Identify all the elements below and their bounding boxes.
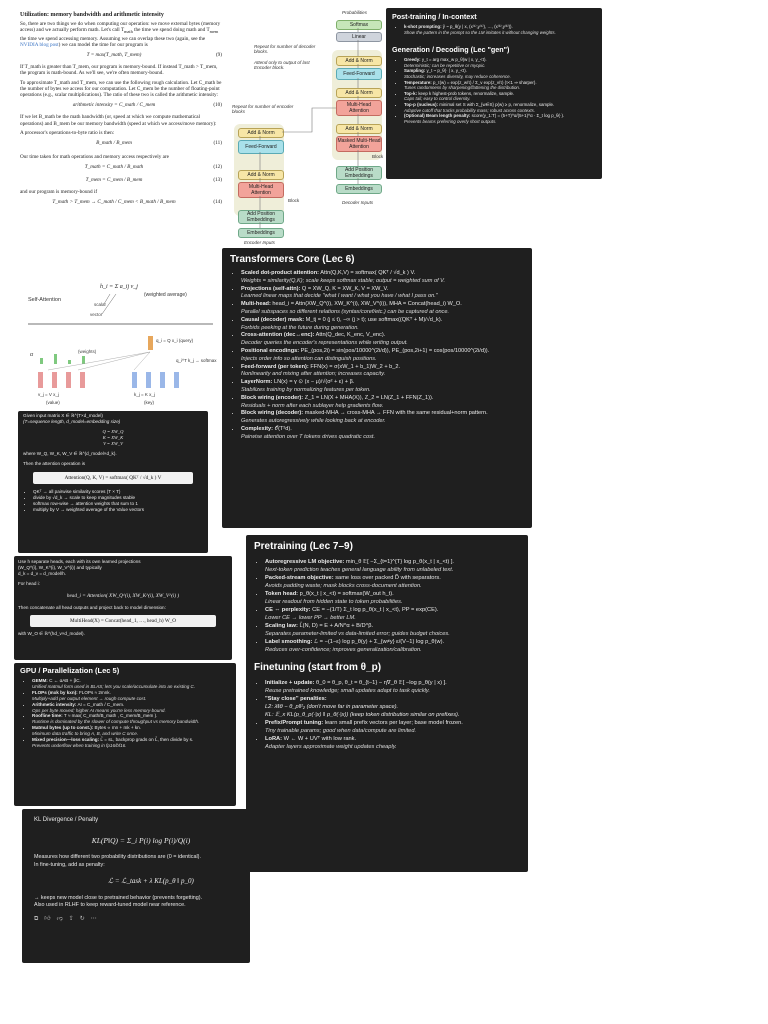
list-item: • Prefix/Prompt tuning: learn small prefix vectors per layer; base model frozen. Tiny trainable params; good when data/compute are limited. — [265, 719, 520, 735]
list-item: • (Optional) Beam length penalty: score(y_1:T) = (5+T)^α/(5+1)^α · Σ_t log p_θ(·). Prevents beams preferring overly short outputs. — [404, 113, 596, 124]
post-training-title: Post-training / In-context — [392, 12, 477, 21]
attention-sketch-figure — [18, 274, 218, 412]
list-item: • QKᵀ → all pairwise similarity scores (T × T) — [33, 489, 203, 495]
attn-bullets — [23, 489, 203, 513]
value-vectors — [38, 372, 85, 388]
vector-label: vector — [90, 312, 103, 317]
decoding-list — [392, 57, 596, 124]
masked-attention-block: Masked Multi-Head Attention — [337, 138, 381, 150]
decoder-add-norm-1: Add & Norm — [336, 124, 382, 134]
encoder-add-norm-2: Add & Norm — [238, 128, 284, 138]
decoder-embeddings: Embeddings — [336, 184, 382, 194]
finetuning-title: Finetuning (start from θ_p) — [254, 662, 382, 673]
probabilities-label: Probabilities — [342, 10, 368, 15]
query-vector — [148, 336, 153, 350]
paper-heading: Utilization: memory bandwidth and arithmetic intensity — [20, 12, 164, 18]
kl-title: KL Divergence / Penalty — [34, 817, 99, 823]
more-icon[interactable]: ⋯ — [90, 915, 97, 922]
equation-9: T = max(T_math, T_mem) (9) — [86, 52, 222, 59]
self-attention-label: Self-Attention — [28, 297, 62, 303]
multihead-text: Then concatenate all head outputs and project back to model dimension: — [18, 605, 166, 610]
multihead-text: with W_O ∈ ℝ^(hd_v×d_model). — [18, 631, 85, 636]
list-item: • Block wiring (decoder): masked-MHA → cross-MHA → FFN with the same residual+norm pattern. Generates autoregressively while looking back at encoder. — [241, 410, 524, 426]
kl-text: Also used in RLHF to keep reward-tuned model near reference. — [34, 902, 186, 908]
list-item: • Initialize + update: θ_0 = θ_p, θ_t = θ_{t−1} − η∇_θ 𝔼[ −log p_θ(y | x) ]. Reuse pretrained knowledge; small updates adapt to task quickly. — [265, 679, 520, 695]
gpu-card — [14, 663, 236, 806]
thumbs-up-icon[interactable]: 👍︎ — [44, 915, 51, 922]
weights-label: (weights) — [78, 349, 97, 354]
multihead-card — [14, 556, 232, 660]
qkv-equations: Q = XW_Q K = XW_K V = XW_V — [102, 429, 124, 446]
diagram-arrows — [232, 8, 384, 248]
key-word: (key) — [144, 400, 154, 405]
pretraining-list — [254, 558, 520, 654]
thumbs-down-icon[interactable]: 👎︎ — [56, 915, 63, 922]
attn-text: Then the attention operation is — [23, 461, 86, 466]
list-item: • Autoregressive LM objective: min_θ 𝔼[ −Σ_{t=1}^{T} log p_θ(x_t | x_<t) ]. Next-token prediction teaches general language ability from unlabeled text. — [265, 558, 520, 574]
list-item: • Cross-attention (dec↔enc): Attn(Q_dec, K_enc, V_enc). Decoder queries the encoder's representations while writing output. — [241, 332, 524, 348]
value-word: (value) — [46, 400, 60, 405]
linear-block: Linear — [336, 32, 382, 42]
attn-text: Given input matrix X ∈ ℝ^(T×d_model) — [23, 413, 103, 418]
decoder-inputs-label: Decoder Inputs — [342, 200, 374, 205]
transformers-core-card — [222, 248, 532, 528]
list-item: • LayerNorm: LN(x) = γ ⊙ (x − μ)/√(σ² + ε) + β. Stabilizes training by normalizing features per token. — [241, 379, 524, 395]
attn-text: (T=sequence length, d_model=embedding size) — [23, 419, 121, 424]
decoder-add-norm-2: Add & Norm — [336, 88, 382, 98]
value-label: v_j = V x_j — [38, 392, 59, 397]
refresh-icon[interactable]: ↻ — [79, 915, 85, 922]
encoder-embeddings: Embeddings — [238, 228, 284, 238]
softmax-block: Softmax — [336, 20, 382, 30]
attention-definition-card — [18, 411, 208, 553]
attention-formula: Attention(Q, K, V) = softmax( QKᵀ / √d_k ) V — [33, 472, 193, 484]
alpha-symbol: α — [30, 352, 34, 358]
list-item: • softmax row-wise → attention weights that sum to 1 — [33, 501, 203, 507]
post-training-card — [386, 8, 602, 179]
list-item: • Mixed precision—loss scaling: L̃ = sL, backprop grads on L̃, then divide by s. Prevents underflow when training in fp16/bf16. — [32, 737, 230, 749]
kl-text: Measures how different two probability distributions are (0 = identical). — [34, 854, 201, 860]
list-item: • k-shot prompting: ŷ ~ p_θ(y | x, (x⁽¹⁾,y⁽¹⁾), …, (x⁽ᵏ⁾,y⁽ᵏ⁾)). Show the pattern in the prompt so the LM imitates it without changing weights. — [404, 24, 596, 35]
transformers-list — [230, 270, 524, 442]
list-item: • Sampling: y_t ~ p_θ(· | x, y_<t). Stochastic; increases diversity, may reduce coherence. — [404, 68, 596, 79]
scalar-label: scalar — [94, 302, 107, 307]
encoder-inputs-label: Encoder Inputs — [244, 240, 275, 245]
paper-paragraph: To approximate T_math and T_mem, we can use the following rough calculation. Let C_math be the number of bytes we access for our computation. Let C_mem be the number of floating-point operations (e.g., scalar multiplications). The ratio of these two is called the arithmetic intensity: — [20, 79, 222, 99]
softmax-label: q_i^T k_j → softmax — [176, 358, 217, 363]
repeat-encoder-note: Repeat for number of encoder blocks — [232, 104, 294, 114]
weight-bars — [40, 354, 85, 364]
gpu-list — [20, 678, 230, 749]
equation-14: T_math > T_mem → C_math / C_mem < B_math / B_mem (14) — [52, 199, 222, 206]
encoder-position-embeddings: Add Position Embeddings — [238, 210, 284, 224]
multihead-text: Use h separate heads, each with its own learned projections — [18, 559, 141, 564]
list-item: • Scaled dot-product attention: Attn(Q,K,V) = softmax( QKᵀ / √d_k ) V. Weights = similarity(Q,K); scale keeps softmax stable; output = weighted sum of V. — [241, 270, 524, 286]
attend-output-note: Attend only to output of last Encoder block. — [254, 60, 310, 70]
encoder-block-label: Block — [288, 198, 300, 203]
kl-penalty-formula: ℒ = ℒ_task + λ KL(p_θ ‖ p_0) — [108, 877, 194, 885]
list-item: • Projections (self-attn): Q = XW_Q, K = XW_K, V = XW_V. Learned linear maps that decide "what I want / what you have / what I pass on." — [241, 286, 524, 302]
list-item: • multiply by V → weighted average of the Value vectors — [33, 507, 203, 513]
post-training-list — [392, 24, 596, 35]
equation-13: T_mem = C_mem / B_mem (13) — [85, 176, 222, 183]
encoder-feed-forward: Feed-Forward — [238, 140, 284, 154]
kl-text: → keeps new model close to pretrained behavior (prevents forgetting). — [34, 894, 203, 901]
transformer-diagram — [232, 8, 384, 248]
nvidia-blog-link[interactable]: NVIDIA blog post — [20, 41, 59, 48]
head-formula: head_i = Attention( XW_Q^(i), XW_K^(i), XW_V^(i) ) — [66, 593, 180, 599]
list-item: • Feed-forward (per token): FFN(x) = σ(xW_1 + b_1)W_2 + b_2. Nonlinearity and mixing after attention; increases capacity. — [241, 364, 524, 380]
list-item: • Top-p (nucleus): minimal set S with Σ_{w∈S} p(w) ≥ p, renormalize, sample. Adaptive cutoff that tracks probability mass; robust across contexts. — [404, 102, 596, 113]
list-item: • Multi-head: head_i = Attn(XW_Q^(i), XW_K^(i), XW_V^(i)), MHA = Concat(head_i) W_O. Parallel subspaces so different relations (syntax/coref/etc.) can be captured at once. — [241, 301, 524, 317]
key-label: k_j = K x_j — [134, 392, 155, 397]
multihead-text: (W_Q^(i), W_K^(i), W_V^(i)) and typically — [18, 565, 102, 570]
pretraining-card — [246, 535, 528, 872]
key-vectors — [132, 372, 179, 388]
encoder-attention-block: Multi-Head Attention — [238, 182, 284, 198]
self-attention-sketch — [18, 274, 218, 412]
list-item: • Scaling law: L̂(N, D) = E + A/N^α + B/D^β. Separates parameter-limited vs data-limited error; guides budget choices. — [265, 622, 520, 638]
kl-text: In fine-tuning, add as penalty: — [34, 861, 105, 868]
list-item: • GEMM: C ← αAB + βC. Unified matmul form used in BLAS; lets you scale/accumulate into an existing C. — [32, 678, 230, 690]
kl-card — [22, 809, 250, 963]
list-item: • Positional encodings: PE_(pos,2i) = sin(pos/10000^(2i/d)), PE_(pos,2i+1) = cos(pos/10000^(2i/d)). Injects order info so attention can distinguish positions. — [241, 348, 524, 364]
decoder-block-label: Block — [372, 154, 384, 159]
copy-icon[interactable]: ⧉ — [34, 915, 39, 922]
list-item: • Top-k: keep k highest-prob tokens, renormalize, sample. Caps tail; easy to control diversity. — [404, 91, 596, 102]
list-item: • LoRA: W ← W + UVᵀ with low rank. Adapter layers approximate weight updates cheaply. — [265, 735, 520, 751]
decoding-title: Generation / Decoding (Lec "gen") — [392, 45, 510, 55]
pretraining-title: Pretraining (Lec 7–9) — [254, 541, 353, 552]
list-item: • Token head: p_θ(x_t | x_<t) = softmax(W_out h_t). Linear readout from hidden state to token probabilities. — [265, 590, 520, 606]
list-item: • "Stay close" penalties: L2: λ‖θ − θ_p‖²₂ (don't move far in parameter space). KL: 𝔼_x KL(p_θ_p(·|x) ‖ p_θ(·|x)) (keep token distribution similar on prefixes). — [265, 695, 520, 719]
equation-12: T_math = C_math / B_math (12) — [84, 164, 222, 171]
paper-paragraph: So, there are two things we do when computing our operation: we move external bytes (memory access) and we actually perform math. Let's call $T_{math}$ the time we spend doing math and $T_{mem}$ the time we spend accessing memory. Assuming we can overlap these two (again, see the NVIDIA blog post) we can model the time for our program is — [20, 21, 221, 48]
equation-11: B_math / B_mem (11) — [96, 140, 222, 147]
multihead-text: For head i: — [18, 581, 40, 586]
cross-attention-block: Multi-Head Attention — [336, 100, 382, 116]
message-actions — [34, 916, 238, 924]
concat-formula: MultiHead(X) = Concat(head_1, …, head_h) W_O — [30, 615, 216, 627]
gpu-title: GPU / Parallelization (Lec 5) — [20, 666, 120, 675]
paper-paragraph: and our program is memory-bound if — [20, 188, 98, 195]
list-item: • Greedy: y_t = arg max_w p_θ(w | x, y_<t). Deterministic; can be repetitive or myopic. — [404, 57, 596, 68]
repeat-decoder-note: Repeat for number of decoder blocks. — [254, 44, 316, 54]
list-item: • Arithmetic intensity: AI = C_math / C_mem. Ops per byte moved; higher AI means you're less memory-bound. — [32, 702, 230, 714]
list-item: • Temperature: p_τ(w) = exp(z_w/τ) / Σ_v exp(z_v/τ) (τ<1 ⇒ sharper). Tunes randomness by sharpening/flattening the distribution. — [404, 80, 596, 91]
finetuning-list — [254, 679, 520, 751]
list-item: • CE ⇔ perplexity: CE = −(1/T) Σ_t log p_θ(x_t | x_<t), PP = exp(CE). Lower CE → lower PP → better LM. — [265, 606, 520, 622]
list-item: • FLOPs (mxk by kxn): FLOPs ≈ 2mnk. Multiply+add per output element → rough compute cost. — [32, 690, 230, 702]
equation-10: arithmetic intensity = C_math / C_mem (10) — [72, 102, 222, 109]
decoder-feed-forward: Feed-Forward — [336, 68, 382, 80]
paper-paragraph: Our time taken for math operations and memory access respectively are — [20, 154, 169, 161]
list-item: • divide by √d_k → scale to keep magnitudes stable — [33, 495, 203, 501]
weighted-average-label: (weighted average) — [144, 292, 187, 298]
paper-paragraph: A processor's operations-to-byte ratio is then: — [20, 129, 115, 136]
encoder-add-norm-1: Add & Norm — [238, 170, 284, 180]
list-item: • Block wiring (encoder): Z_1 = LN(X + MHA(X)), Z_2 = LN(Z_1 + FFN(Z_1)). Residuals + norm after each sublayer help gradients flow. — [241, 395, 524, 411]
paper-paragraph: If T_math is greater than T_mem, our program is memory-bound. If instead T_math > T_mem, the program is math-bound. As we'll see, we're often memory-bound. — [20, 64, 218, 77]
list-item: • Roofline time: T ≈ max( C_math/B_math , C_mem/B_mem ). Runtime is dominated by the slower of compute throughput vs memory bandwidth. — [32, 713, 230, 725]
kl-formula: KL(P‖Q) = Σ_i P(i) log P(i)/Q(i) — [91, 835, 191, 845]
weighted-sum-formula: h_i = Σ a_ij v_j — [100, 284, 138, 290]
query-label: q_i = Q x_i (query) — [156, 338, 194, 343]
paper-paragraph: If we let B_math be the math bandwidth (or, speed at which we compute mathematical operations) and B_mem be our memory bandwidth (speed at which we access/move memory): — [20, 114, 217, 127]
list-item: • Causal (decoder) mask: M_tj = 0 (j ≤ t), −∞ (j > t); use softmax((QKᵀ + M)/√d_k). Forbids peeking at the future during generation. — [241, 317, 524, 333]
paper-excerpt — [20, 12, 222, 274]
attn-text: where W_Q, W_K, W_V ∈ ℝ^(d_model×d_k). — [23, 451, 117, 456]
share-icon[interactable]: ⇪ — [68, 915, 74, 922]
list-item: • Label smoothing: ℒ = −(1−ε) log p_θ(y) + Σ_{w≠y} ε/(V−1) log p_θ(w). Reduces over-confidence; improves generalization/calibration. — [265, 638, 520, 654]
decoder-add-norm-3: Add & Norm — [336, 56, 382, 66]
list-item: • Matmul bytes (up to const.): Bytes ∝ mn + mk + kn. Minimum data traffic to bring A, B, and write C once. — [32, 725, 230, 737]
list-item: • Packed-stream objective: same loss over packed D̃ with separators. Avoids padding waste; mask blocks cross-document attention. — [265, 574, 520, 590]
multihead-text: d_k = d_v = d_model/h. — [18, 571, 67, 576]
decoder-position-embeddings: Add Position Embeddings — [336, 166, 382, 180]
list-item: • Complexity: 𝒪(T²d). Pairwise attention over T tokens drives quadratic cost. — [241, 426, 524, 442]
transformers-title: Transformers Core (Lec 6) — [230, 254, 355, 265]
